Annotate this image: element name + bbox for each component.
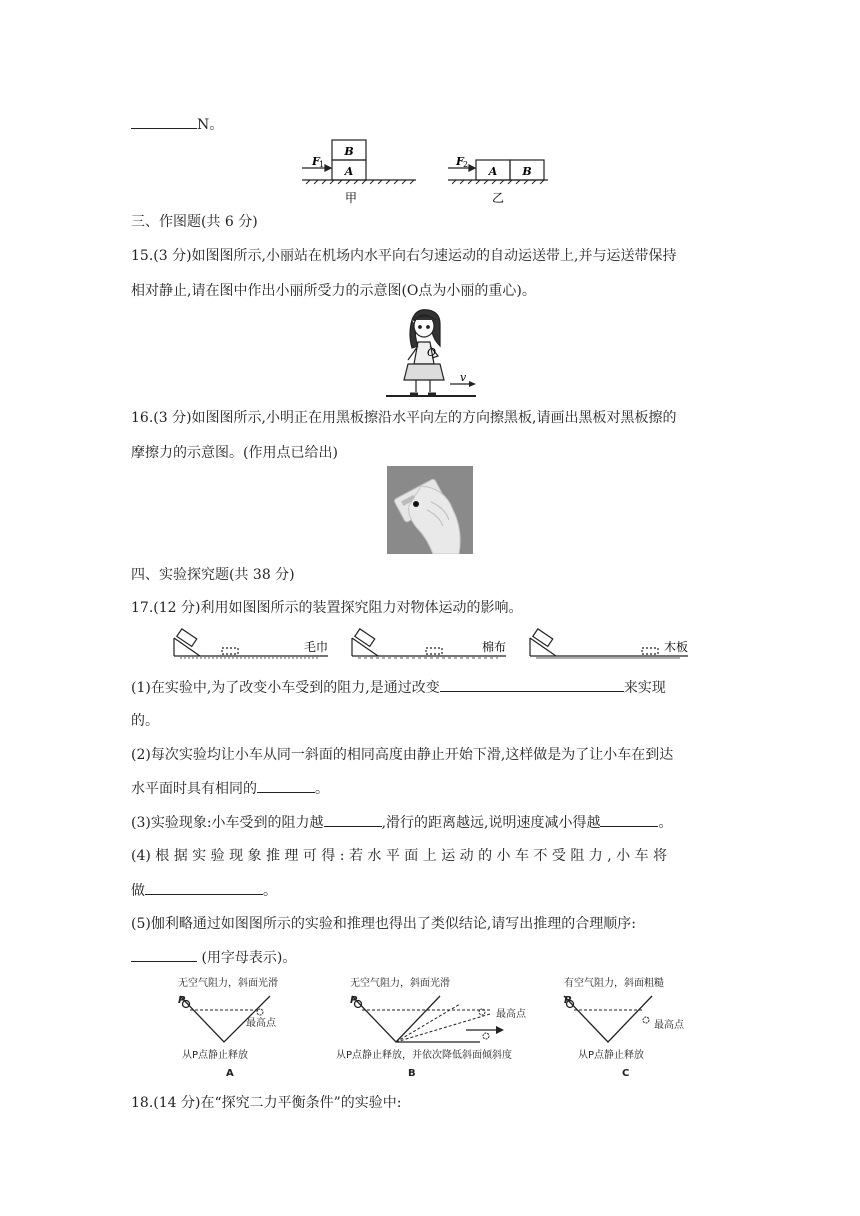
c-release-label: 从P点静止释放 — [578, 1050, 645, 1061]
c-point-p-label: P — [564, 995, 572, 1006]
force-f1-label: F — [312, 155, 320, 168]
figure-eraser-photo — [387, 466, 473, 554]
q17-p1-text-b: 来实现 — [623, 680, 666, 696]
b-point-p-label: P — [350, 995, 358, 1006]
surface-cotton-label: 棉布 — [482, 640, 507, 654]
q18-title: 18.(14 分)在“探究二力平衡条件”的实验中: — [131, 1095, 402, 1111]
a-point-p-label: P — [178, 995, 186, 1006]
answer-blank — [440, 677, 624, 692]
q17-p3-text-a: (3)实验现象:小车受到的阻力越 — [131, 815, 324, 831]
a-release-label: 从P点静止释放 — [182, 1050, 249, 1061]
answer-blank — [145, 880, 263, 895]
force-f2-subscript: 2 — [463, 160, 469, 169]
answer-blank — [131, 947, 197, 962]
label-yi: 乙 — [491, 191, 505, 205]
figure-ramps — [170, 624, 694, 662]
block-b-label-2: B — [522, 165, 532, 178]
force-f2-label: F — [456, 155, 464, 168]
answer-blank — [600, 812, 658, 827]
section-4-title: 四、实验探究题(共 38 分) — [131, 567, 295, 583]
q17-p5-line-2 — [131, 947, 296, 968]
q17-p1-line-1 — [131, 677, 666, 698]
b-release-label: 从P点静止释放，并依次降低斜面倾斜度 — [336, 1050, 513, 1061]
q16-line-1: 16.(3 分)如图图所示,小明正在用黑板擦沿水平向左的方向擦黑板,请画出黑板对黑板擦的 — [131, 410, 677, 426]
answer-blank — [257, 778, 315, 793]
b-condition-label: 无空气阻力，斜面光滑 — [350, 978, 450, 989]
block-a-label: A — [344, 165, 354, 178]
a-condition-label: 无空气阻力，斜面光滑 — [178, 978, 278, 989]
velocity-label: v — [460, 371, 467, 384]
figure-girl-on-conveyor — [378, 306, 484, 400]
q17-p4-line-1: (4) 根 据 实 验 现 象 推 理 可 得 : 若 水 平 面 上 运 动 的 小 车 不 受 阻 力 , 小 车 将 — [131, 848, 668, 864]
q17-p2-text-b: 水平面时具有相同的 — [131, 781, 257, 797]
figure-galileo-experiment — [160, 974, 716, 1084]
a-letter: A — [226, 1068, 234, 1079]
q17-p3-text-c: 。 — [658, 815, 673, 831]
q14-answer-line — [131, 114, 223, 135]
c-letter: C — [622, 1068, 630, 1079]
force-f1-subscript: 1 — [319, 160, 325, 169]
q17-p4-text-b: 做 — [131, 883, 145, 899]
q17-title: 17.(12 分)利用如图图所示的装置探究阻力对物体运动的影响。 — [131, 600, 523, 616]
answer-blank — [131, 114, 197, 129]
q15-line-1: 15.(3 分)如图图所示,小丽站在机场内水平向右匀速运动的自动运送带上,并与运送带保持 — [131, 248, 677, 264]
q17-p2-line-2 — [131, 778, 329, 799]
q17-p2-text-c: 。 — [315, 781, 329, 797]
label-jia: 甲 — [344, 191, 358, 205]
q17-p2-line-1: (2)每次实验均让小车从同一斜面的相同高度由静止开始下滑,这样做是为了让小车在到达 — [131, 747, 674, 763]
surface-wood-label: 木板 — [664, 640, 689, 654]
figure-blocks — [298, 138, 548, 208]
q17-p1-line-2: 的。 — [131, 713, 159, 729]
surface-towel-label: 毛巾 — [304, 640, 329, 654]
block-b-label: B — [344, 145, 354, 158]
c-condition-label: 有空气阻力，斜面粗糙 — [564, 978, 664, 989]
b-highest-point-label: 最高点 — [496, 1009, 526, 1020]
c-highest-point-label: 最高点 — [654, 1020, 684, 1031]
answer-blank — [324, 812, 382, 827]
q17-p3-text-b: ,滑行的距离越远,说明速度减小得越 — [381, 815, 601, 831]
q15-line-2: 相对静止,请在图中作出小丽所受力的示意图(O点为小丽的重心)。 — [131, 283, 536, 299]
q17-p3-line — [131, 812, 672, 833]
unit-text: N。 — [197, 117, 224, 133]
block-a-label-2: A — [488, 165, 498, 178]
q16-line-2: 摩擦力的示意图。(作用点已给出) — [131, 445, 338, 461]
section-3-title: 三、作图题(共 6 分) — [131, 214, 258, 230]
q17-p5-line-1: (5)伽利略通过如图图所示的实验和推理也得出了类似结论,请写出推理的合理顺序: — [131, 916, 636, 932]
b-letter: B — [408, 1068, 416, 1079]
q17-p4-text-c: 。 — [263, 883, 277, 899]
q17-p1-text-a: (1)在实验中,为了改变小车受到的阻力,是通过改变 — [131, 680, 440, 696]
a-highest-point-label: 最高点 — [246, 1018, 276, 1029]
q17-p4-line-2 — [131, 880, 277, 901]
q17-p5-text-b: (用字母表示)。 — [201, 950, 297, 966]
center-of-gravity-label: O — [427, 346, 437, 359]
